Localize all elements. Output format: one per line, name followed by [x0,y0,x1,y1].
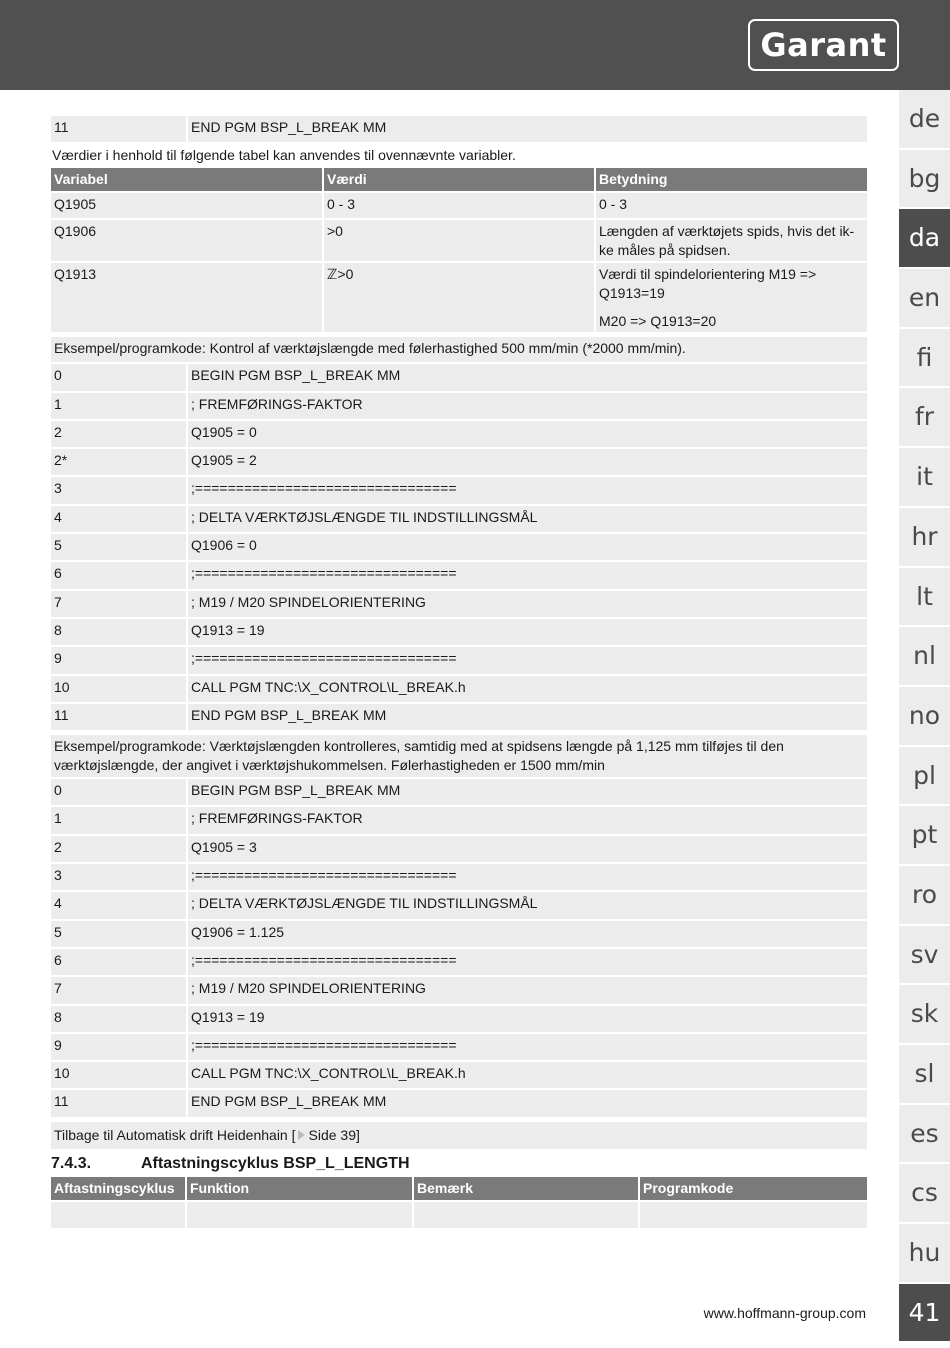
line-code: END PGM BSP_L_BREAK MM [188,116,867,142]
language-tab-de[interactable]: de [899,90,950,150]
variable-table [51,168,867,334]
line-number: 5 [51,534,188,560]
line-number: 1 [51,393,188,419]
meaning-line: M20 => Q1913=20 [599,313,717,330]
table-row [51,220,867,263]
line-code: Q1906 = 1.125 [188,921,867,947]
line-code: ; DELTA VÆRKTØJSLÆNGDE TIL INDSTILLINGSMÅL [188,892,867,918]
line-number: 2* [51,449,188,475]
line-number: 7 [51,977,188,1003]
line-number: 8 [51,619,188,645]
language-tab-it[interactable]: it [899,448,950,508]
code-line [51,506,867,534]
link-arrow-icon [298,1130,305,1140]
header-variable: Variabel [51,168,324,191]
section-title: Aftastningscyklus BSP_L_LENGTH [141,1154,410,1172]
code-line [51,364,867,392]
line-number: 3 [51,864,188,890]
language-tab-ro[interactable]: ro [899,866,950,926]
code-line [51,421,867,449]
language-tab-es[interactable]: es [899,1105,950,1165]
language-tab-pl[interactable]: pl [899,747,950,807]
empty-cell [51,1202,187,1228]
section-heading [51,1151,867,1177]
line-code: END PGM BSP_L_BREAK MM [188,704,867,730]
value-cell: 0 - 3 [324,193,596,218]
language-tab-lt[interactable]: lt [899,568,950,628]
table-row [51,263,867,334]
variable-cell: Q1905 [51,193,324,218]
header-remark: Bemærk [414,1177,640,1200]
code-line [51,807,867,835]
back-link-target[interactable]: Side 39] [308,1126,360,1143]
line-code: Q1905 = 3 [188,836,867,862]
code-line [51,562,867,590]
example-caption [51,735,867,779]
line-number: 2 [51,421,188,447]
language-tab-cs[interactable]: cs [899,1164,950,1224]
code-line [51,116,867,144]
variable-cell: Q1906 [51,220,324,261]
table-row [51,193,867,220]
code-line [51,836,867,864]
line-number: 8 [51,1006,188,1032]
line-number: 4 [51,506,188,532]
back-link-prefix: Tilbage til Automatisk drift Heidenhain [ [54,1126,296,1143]
page-number: 41 [899,1284,950,1344]
meaning-cell: Længden af værktøjets spids, hvis det ik-ke måles på spidsen. [596,220,867,261]
language-tab-fi[interactable]: fi [899,329,950,389]
value-cell: ℤ>0 [324,263,596,332]
code-line [51,704,867,732]
table-header [51,168,867,193]
line-code: BEGIN PGM BSP_L_BREAK MM [188,364,867,390]
language-tab-en[interactable]: en [899,269,950,329]
garant-logo: Garant [748,19,899,71]
language-tab-hr[interactable]: hr [899,508,950,568]
empty-cell [414,1202,640,1228]
line-number: 6 [51,562,188,588]
header-meaning: Betydning [596,168,867,191]
page-header [0,0,950,90]
line-number: 5 [51,921,188,947]
back-link[interactable] [51,1122,867,1149]
header-value: Værdi [324,168,596,191]
code-line [51,676,867,704]
code-line [51,534,867,562]
line-number: 11 [51,1090,188,1116]
intro-text: Værdier i henhold til følgende tabel kan anvendes til ovennævnte variabler. [52,147,516,164]
line-code: CALL PGM TNC:\X_CONTROL\L_BREAK.h [188,676,867,702]
code-line [51,977,867,1005]
line-code: BEGIN PGM BSP_L_BREAK MM [188,779,867,805]
line-code: ;================================ [188,949,867,975]
language-tab-hu[interactable]: hu [899,1224,950,1284]
meaning-cell: 0 - 3 [596,193,867,218]
language-tab-nl[interactable]: nl [899,627,950,687]
line-code: ; M19 / M20 SPINDELORIENTERING [188,591,867,617]
line-number: 9 [51,1034,188,1060]
line-number: 7 [51,591,188,617]
line-code: ; FREMFØRINGS-FAKTOR [188,393,867,419]
header-program-code: Programkode [640,1177,867,1200]
line-code: ;================================ [188,1034,867,1060]
line-code: ;================================ [188,562,867,588]
table-row [51,1202,867,1230]
language-tab-bg[interactable]: bg [899,150,950,210]
caption-text: Eksempel/programkode: Kontrol af værktøjslængde med følerhastighed 500 mm/min (*2000 mm/min). [51,337,867,362]
code-line [51,619,867,647]
code-line [51,1034,867,1062]
caption-text: Eksempel/programkode: Værktøjslængden kontrolleres, samtidig med at spidsens længde på 1,125 mm tilføjes til den værktøjslængde, der angivet i værktøjshukommelsen. Følerhastigheden er 1500 mm/min [51,735,867,777]
language-tab-pt[interactable]: pt [899,806,950,866]
table-header [51,1177,867,1202]
code-line [51,892,867,920]
meaning-cell [596,263,867,332]
back-link-row [51,1122,867,1151]
code-line [51,1006,867,1034]
line-number: 11 [51,704,188,730]
line-code: ; FREMFØRINGS-FAKTOR [188,807,867,833]
line-code: ;================================ [188,647,867,673]
variable-cell: Q1913 [51,263,324,332]
line-code: Q1906 = 0 [188,534,867,560]
line-number: 0 [51,779,188,805]
line-number: 10 [51,1062,188,1088]
document-body [51,116,867,1230]
language-tab-sv[interactable]: sv [899,926,950,986]
line-code: ; DELTA VÆRKTØJSLÆNGDE TIL INDSTILLINGSMÅL [188,506,867,532]
line-number: 9 [51,647,188,673]
example-caption [51,337,867,364]
example-1-code [51,364,867,732]
language-tab-da[interactable]: da [899,209,950,269]
line-number: 10 [51,676,188,702]
header-probe-cycle: Aftastningscyklus [51,1177,187,1200]
line-code: Q1913 = 19 [188,1006,867,1032]
line-number: 0 [51,364,188,390]
code-line [51,949,867,977]
code-line [51,864,867,892]
footer-url[interactable]: www.hoffmann-group.com [703,1305,866,1321]
code-line [51,921,867,949]
language-tab-sl[interactable]: sl [899,1045,950,1105]
meaning-line: Værdi til spindelorientering M19 => Q1913=19 [599,266,817,302]
line-code: CALL PGM TNC:\X_CONTROL\L_BREAK.h [188,1062,867,1088]
line-number: 1 [51,807,188,833]
code-line [51,393,867,421]
line-code: ;================================ [188,477,867,503]
line-number: 11 [51,116,188,142]
line-number: 3 [51,477,188,503]
empty-cell [187,1202,414,1228]
line-code: ; M19 / M20 SPINDELORIENTERING [188,977,867,1003]
code-line [51,1090,867,1118]
line-number: 6 [51,949,188,975]
line-number: 2 [51,836,188,862]
line-code: END PGM BSP_L_BREAK MM [188,1090,867,1116]
language-tab-no[interactable]: no [899,687,950,747]
code-line [51,647,867,675]
empty-cell [640,1202,867,1228]
line-code: ;================================ [188,864,867,890]
code-line [51,779,867,807]
value-cell: >0 [324,220,596,261]
example-2-code [51,779,867,1119]
language-tab-sk[interactable]: sk [899,985,950,1045]
section-number: 7.4.3. [51,1154,92,1172]
code-line [51,1062,867,1090]
language-tabs [899,90,950,1343]
code-line [51,449,867,477]
code-line [51,591,867,619]
header-function: Funktion [187,1177,414,1200]
line-number: 4 [51,892,188,918]
line-code: Q1913 = 19 [188,619,867,645]
line-code: Q1905 = 0 [188,421,867,447]
code-line [51,477,867,505]
probe-table [51,1177,867,1230]
line-code: Q1905 = 2 [188,449,867,475]
language-tab-fr[interactable]: fr [899,388,950,448]
